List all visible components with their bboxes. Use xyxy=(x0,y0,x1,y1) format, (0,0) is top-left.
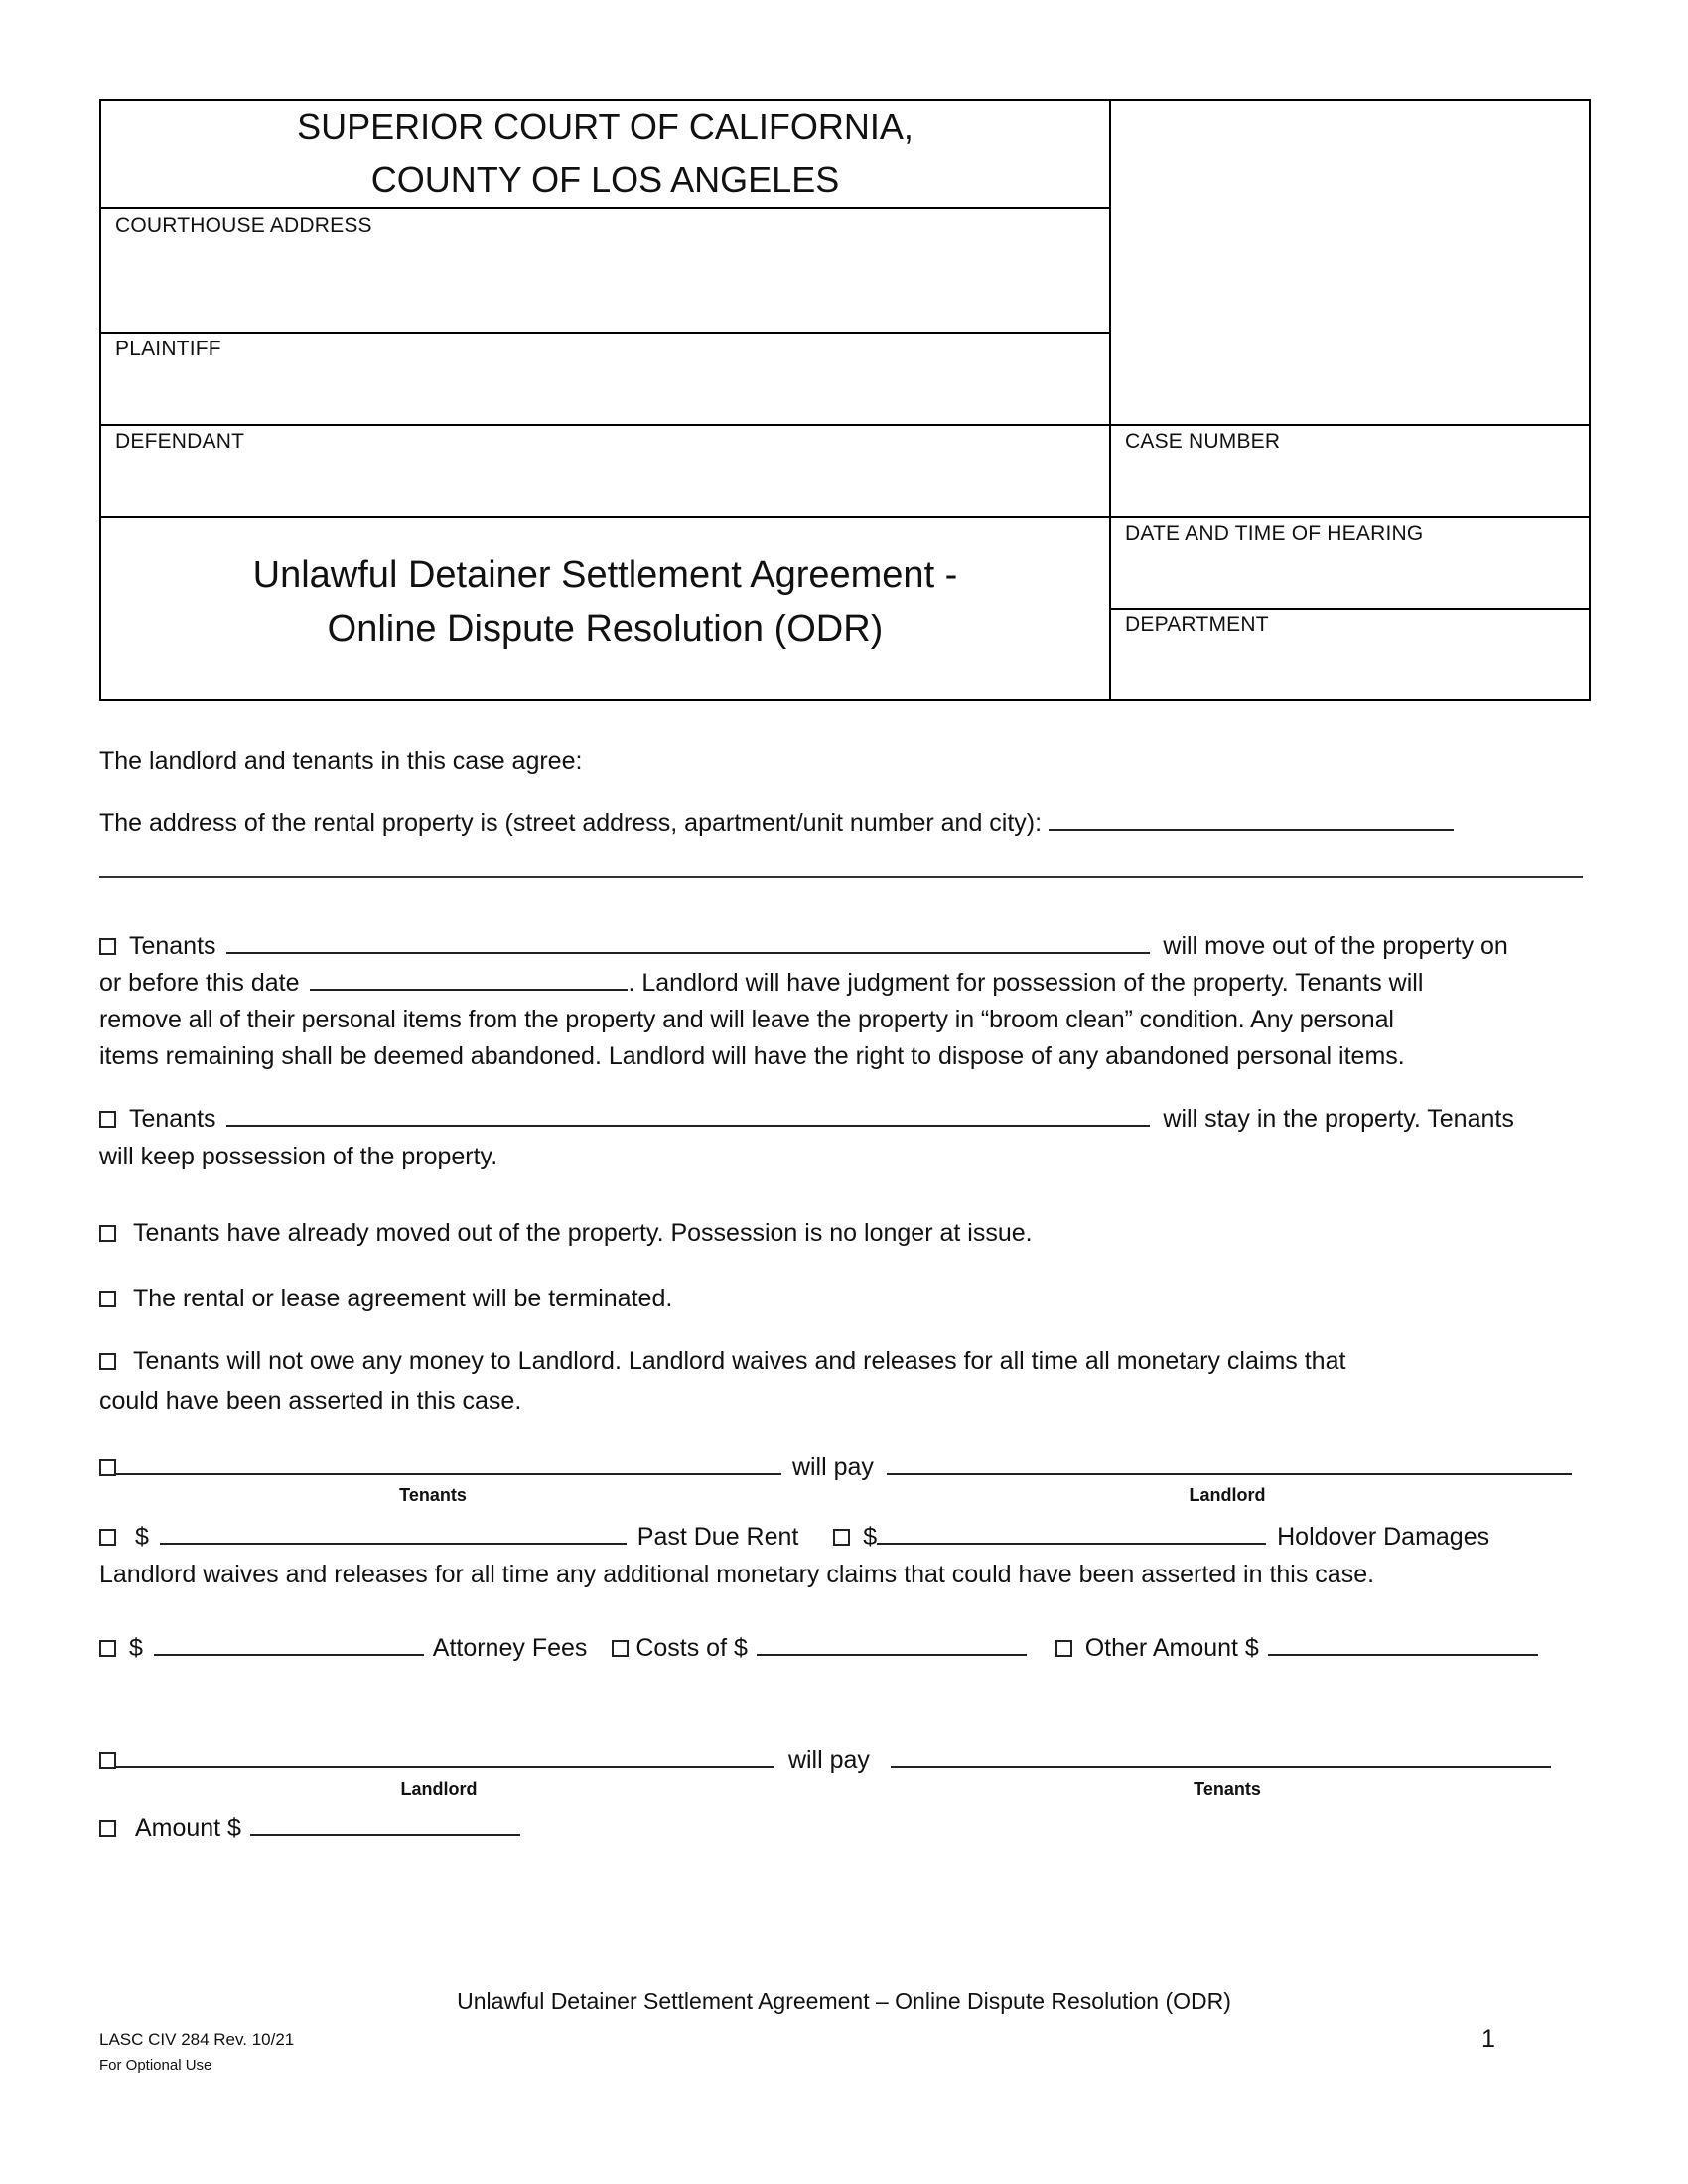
move-out-date-field[interactable] xyxy=(310,965,628,991)
footer-title: Unlawful Detainer Settlement Agreement – Online Dispute Resolution (ODR) xyxy=(457,1988,1231,2014)
move-out-checkbox[interactable] xyxy=(99,938,116,955)
department-label: DEPARTMENT xyxy=(1125,614,1269,636)
form-number: LASC CIV 284 Rev. 10/21 xyxy=(99,2030,295,2049)
pay1-tenants-caption: Tenants xyxy=(399,1485,467,1505)
box-bottom-border xyxy=(99,699,1591,701)
past-due-rent-label: Past Due Rent xyxy=(636,1523,799,1551)
address-divider xyxy=(99,332,1111,334)
judgment-text: . Landlord will have judgment for possession of the property. Tenants will xyxy=(628,969,1424,997)
past-due-rent-field[interactable] xyxy=(160,1519,627,1545)
courthouse-address-label: COURTHOUSE ADDRESS xyxy=(115,214,372,237)
other-amount-checkbox[interactable] xyxy=(1055,1640,1072,1657)
stay-line2: will keep possession of the property. xyxy=(99,1143,498,1170)
move-out-line1 xyxy=(99,928,1508,965)
address-prompt: The address of the rental property is (street address, apartment/unit number and city): xyxy=(99,809,1043,837)
pay1-payee-field[interactable] xyxy=(887,1449,1572,1475)
pay2-tenants-caption: Tenants xyxy=(1194,1779,1261,1799)
pay2-payee-field[interactable] xyxy=(891,1742,1551,1768)
move-out-line2 xyxy=(99,965,1423,1002)
hearing-divider xyxy=(1109,608,1591,610)
box-right-border xyxy=(1589,99,1591,701)
stay-checkbox[interactable] xyxy=(99,1111,116,1128)
pay1-landlord-caption: Landlord xyxy=(1189,1485,1266,1505)
no-money-line2: could have been asserted in this case. xyxy=(99,1387,522,1415)
moved-out-checkbox[interactable] xyxy=(99,1225,116,1242)
pay1-payer-field[interactable] xyxy=(116,1449,781,1475)
defendant-divider xyxy=(99,516,1591,518)
pay2-amount-field[interactable] xyxy=(250,1810,520,1836)
court-name-line1: SUPERIOR COURT OF CALIFORNIA, xyxy=(297,106,914,147)
holdover-label: Holdover Damages xyxy=(1277,1523,1490,1551)
moved-out-text: Tenants have already moved out of the property. Possession is no longer at issue. xyxy=(132,1219,1033,1247)
move-out-line3: remove all of their personal items from the property and will leave the property in “broom clean” condition. Any personal xyxy=(99,1006,1394,1033)
terminated-line xyxy=(99,1281,672,1317)
form-title-line1: Unlawful Detainer Settlement Agreement - xyxy=(252,554,958,596)
terminated-text: The rental or lease agreement will be terminated. xyxy=(132,1285,673,1312)
stay-tenants-label: Tenants xyxy=(128,1105,216,1133)
past-due-rent-dollar: $ xyxy=(134,1523,149,1551)
form-title-line2: Online Dispute Resolution (ODR) xyxy=(327,609,884,650)
pay1-line xyxy=(99,1449,1572,1486)
court-name-divider xyxy=(99,207,1111,209)
pay2-amount-label: Amount $ xyxy=(134,1814,241,1842)
attorney-fees-label: Attorney Fees xyxy=(432,1634,588,1662)
court-name-line2: COUNTY OF LOS ANGELES xyxy=(370,159,840,200)
holdover-field[interactable] xyxy=(877,1519,1266,1545)
pay2-checkbox[interactable] xyxy=(99,1752,116,1769)
page-number: 1 xyxy=(1481,2025,1495,2053)
pay2-will-pay: will pay xyxy=(787,1746,870,1774)
move-out-line4: items remaining shall be deemed abandoned. Landlord will have the right to dispose of any abandoned personal items. xyxy=(99,1042,1405,1070)
pay2-landlord-caption: Landlord xyxy=(400,1779,478,1799)
holdover-dollar: $ xyxy=(863,1523,878,1551)
holdover-checkbox[interactable] xyxy=(833,1529,850,1546)
address-field[interactable] xyxy=(1049,805,1454,831)
attorney-fees-dollar: $ xyxy=(128,1634,143,1662)
address-field-line2[interactable] xyxy=(99,876,1583,878)
intro-text: The landlord and tenants in this case agree: xyxy=(99,748,583,775)
defendant-label: DEFENDANT xyxy=(115,430,245,453)
pay2-payer-field[interactable] xyxy=(116,1742,774,1768)
pay2-amount-checkbox[interactable] xyxy=(99,1820,116,1837)
no-money-line1 xyxy=(99,1343,1345,1380)
pay1-checkbox[interactable] xyxy=(99,1459,116,1476)
costs-label: Costs of $ xyxy=(635,1634,748,1662)
attorney-fees-checkbox[interactable] xyxy=(99,1640,116,1657)
fees-line xyxy=(99,1630,1538,1667)
attorney-fees-field[interactable] xyxy=(154,1630,424,1656)
move-out-tenants-field[interactable] xyxy=(226,928,1150,954)
other-amount-label: Other Amount $ xyxy=(1084,1634,1259,1662)
costs-checkbox[interactable] xyxy=(612,1640,629,1657)
stay-text: will stay in the property. Tenants xyxy=(1163,1105,1514,1133)
other-amount-field[interactable] xyxy=(1268,1630,1538,1656)
plaintiff-label: PLAINTIFF xyxy=(115,338,221,360)
past-due-rent-checkbox[interactable] xyxy=(99,1529,116,1546)
pay1-will-pay: will pay xyxy=(791,1453,874,1481)
terminated-checkbox[interactable] xyxy=(99,1291,116,1307)
date-time-hearing-label: DATE AND TIME OF HEARING xyxy=(1125,522,1424,545)
no-money-checkbox[interactable] xyxy=(99,1353,116,1370)
move-out-text: will move out of the property on xyxy=(1163,932,1508,960)
case-number-label: CASE NUMBER xyxy=(1125,430,1281,453)
rent-damages-line xyxy=(99,1519,1489,1556)
waiver-line: Landlord waives and releases for all time any additional monetary claims that could have been asserted in this case. xyxy=(99,1561,1375,1588)
plaintiff-divider xyxy=(99,424,1591,426)
move-out-tenants-label: Tenants xyxy=(128,932,216,960)
pay2-amount-line xyxy=(99,1810,520,1846)
costs-field[interactable] xyxy=(757,1630,1027,1656)
box-top-border xyxy=(99,99,1591,101)
address-line xyxy=(99,805,1454,842)
stay-tenants-field[interactable] xyxy=(226,1101,1150,1127)
no-money-text: Tenants will not owe any money to Landlord. Landlord waives and releases for all time all monetary claims that xyxy=(132,1347,1346,1375)
before-date-label: or before this date xyxy=(99,969,300,997)
pay2-line xyxy=(99,1742,1551,1779)
optional-use: For Optional Use xyxy=(99,2057,212,2074)
stay-line1 xyxy=(99,1101,1514,1138)
moved-out-line xyxy=(99,1215,1033,1252)
